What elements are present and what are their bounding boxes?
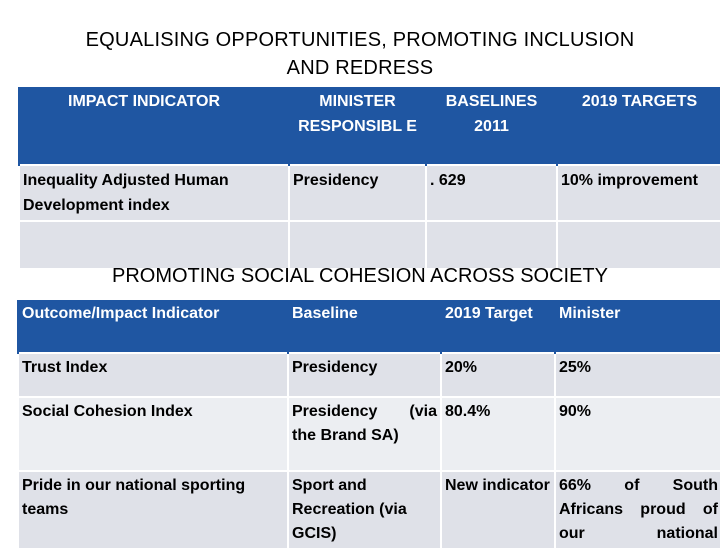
table2-cell-minister: 25% bbox=[555, 353, 720, 397]
table2-header-minister: Minister bbox=[555, 300, 720, 353]
table2-cell-baseline: Presidency (via the Brand SA) bbox=[288, 397, 441, 471]
table2-header-baseline: Baseline bbox=[288, 300, 441, 353]
table1-empty-cell bbox=[19, 221, 289, 268]
impact-indicator-table bbox=[18, 87, 720, 268]
table-row bbox=[19, 221, 720, 268]
table2-cell-indicator: Trust Index bbox=[18, 353, 288, 397]
table2-cell-minister: 90% bbox=[555, 397, 720, 471]
table1-header-minister: MINISTER RESPONSIBL E bbox=[289, 87, 426, 165]
table-row bbox=[18, 397, 720, 471]
table2-header-indicator: Outcome/Impact Indicator bbox=[18, 300, 288, 353]
table-row bbox=[19, 165, 720, 221]
table2-cell-indicator: Pride in our national sporting teams bbox=[18, 471, 288, 548]
table1-header-baselines: BASELINES 2011 bbox=[426, 87, 557, 165]
social-cohesion-table bbox=[17, 300, 720, 548]
page-title bbox=[0, 26, 720, 82]
table2-header-row bbox=[18, 300, 720, 353]
table1-cell-target: 10% improvement bbox=[557, 165, 720, 221]
table1-header-impact-indicator: IMPACT INDICATOR bbox=[19, 87, 289, 165]
table2-cell-baseline: Presidency bbox=[288, 353, 441, 397]
title-line-2: AND REDRESS bbox=[286, 57, 434, 79]
table1-empty-cell bbox=[426, 221, 557, 268]
table1-empty-cell bbox=[557, 221, 720, 268]
table2-cell-target: 20% bbox=[441, 353, 555, 397]
table2-header-target: 2019 Target bbox=[441, 300, 555, 353]
table1-empty-cell bbox=[289, 221, 426, 268]
table2-cell-target: 80.4% bbox=[441, 397, 555, 471]
title-line-1: EQUALISING OPPORTUNITIES, PROMOTING INCLUSION bbox=[85, 29, 635, 51]
table1-header-targets: 2019 TARGETS bbox=[557, 87, 720, 165]
table2-cell-indicator: Social Cohesion Index bbox=[18, 397, 288, 471]
table2-cell-baseline: Sport and Recreation (via GCIS) bbox=[288, 471, 441, 548]
table-row bbox=[18, 471, 720, 548]
table2-cell-minister: 66% of South Africans proud of our national bbox=[555, 471, 720, 548]
table1-cell-indicator: Inequality Adjusted Human Development index bbox=[19, 165, 289, 221]
table2-cell-target: New indicator bbox=[441, 471, 555, 548]
table1-cell-baseline: . 629 bbox=[426, 165, 557, 221]
table1-cell-minister: Presidency bbox=[289, 165, 426, 221]
table1-header-row bbox=[19, 87, 720, 165]
table-row bbox=[18, 353, 720, 397]
section-subtitle: PROMOTING SOCIAL COHESION ACROSS SOCIETY bbox=[111, 265, 608, 287]
